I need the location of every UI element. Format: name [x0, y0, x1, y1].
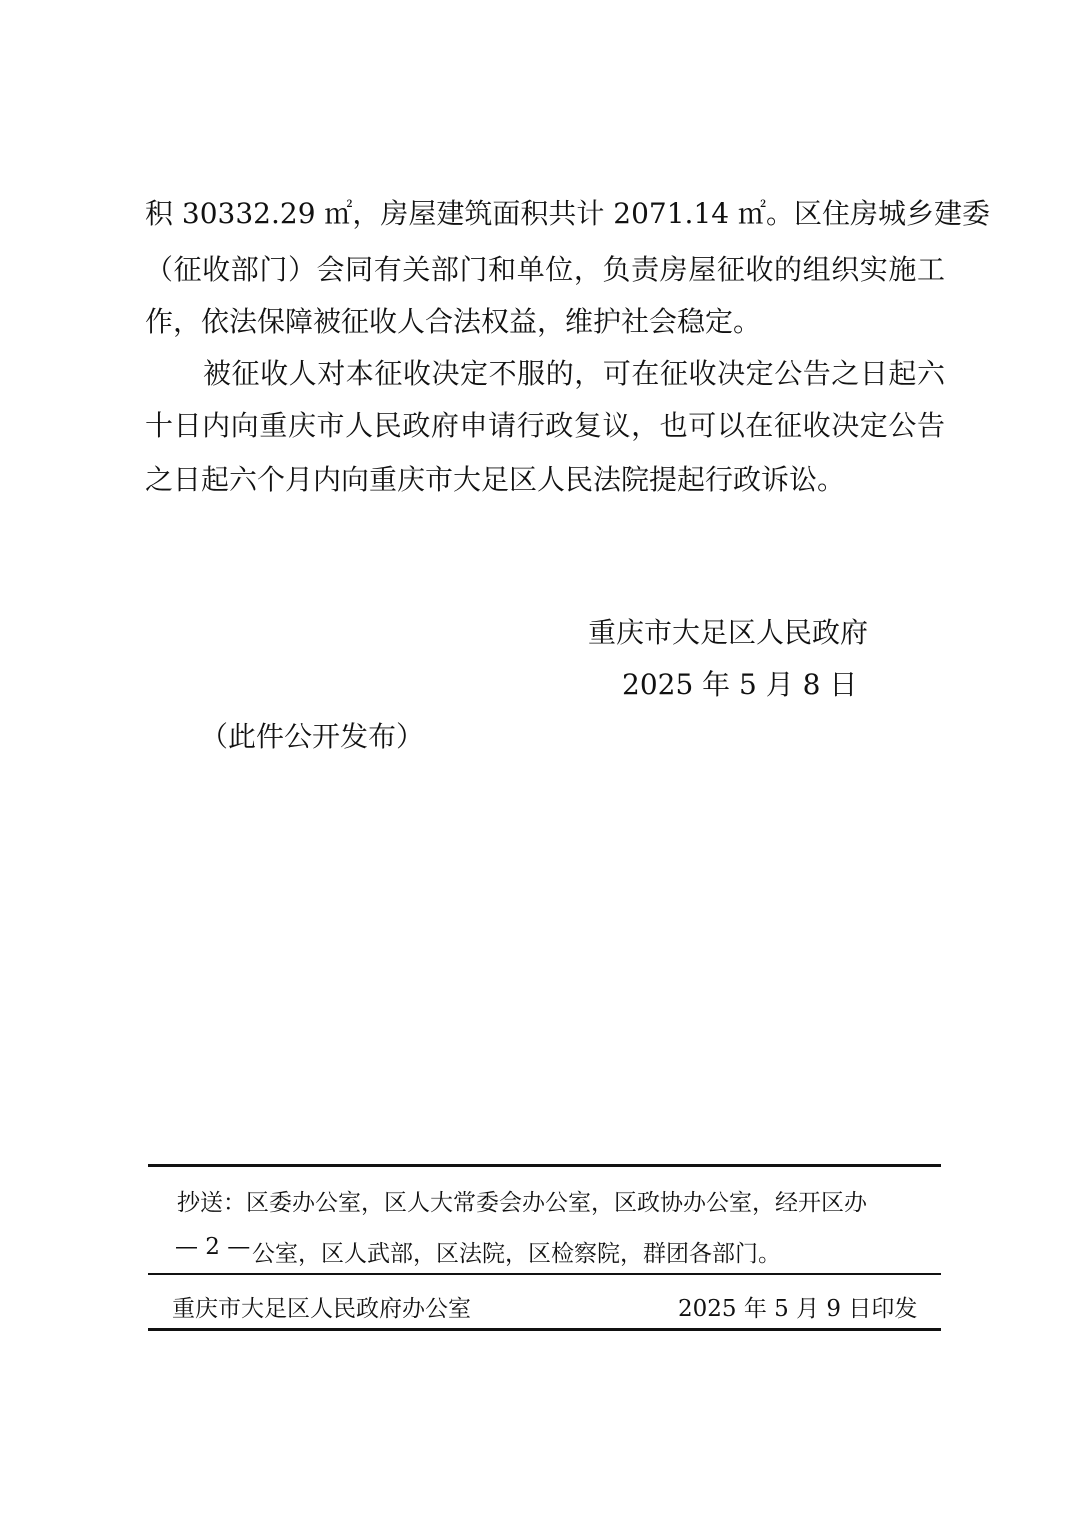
issuer-name: 重庆市大足区人民政府: [588, 616, 869, 649]
footer-print-date: 2025 年 5 月 9 日印发: [678, 1296, 918, 1322]
paragraph-2-line-2: 十日内向重庆市人民政府申请行政复议，也可以在征收决定公告: [145, 409, 945, 442]
paragraph-1-line-3: 作，依法保障被征收人合法权益，维护社会稳定。: [145, 305, 762, 338]
issue-date: 2025 年 5 月 8 日: [622, 668, 858, 701]
paragraph-2-line-1: 被征收人对本征收决定不服的，可在征收决定公告之日起六: [203, 357, 945, 390]
publication-note: （此件公开发布）: [200, 720, 425, 753]
footer-bottom-rule: [148, 1328, 941, 1331]
copy-to-line-2: 公室，区人武部，区法院，区检察院，群团各部门。: [252, 1241, 781, 1267]
paragraph-1-line-1: 积 30332.29 ㎡，房屋建筑面积共计 2071.14 ㎡。区住房城乡建委: [145, 197, 990, 230]
page-number: — 2 —: [175, 1234, 251, 1260]
copy-to-top-rule: [148, 1164, 941, 1167]
copy-to-line-1: 抄送：区委办公室，区人大常委会办公室，区政协办公室，经开区办: [177, 1190, 867, 1216]
paragraph-2-line-3: 之日起六个月内向重庆市大足区人民法院提起行政诉讼。: [145, 463, 846, 496]
footer-office: 重庆市大足区人民政府办公室: [172, 1296, 471, 1322]
paragraph-1-line-2: （征收部门）会同有关部门和单位，负责房屋征收的组织实施工: [145, 253, 945, 286]
copy-to-bottom-rule: [148, 1273, 941, 1275]
